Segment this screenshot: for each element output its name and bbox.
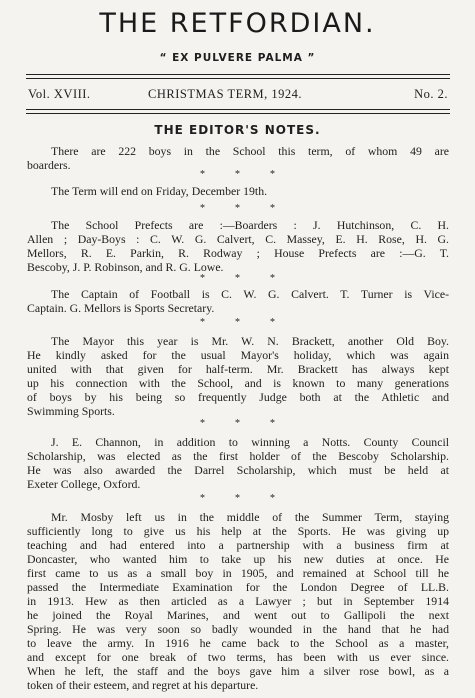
separator-star: * (270, 203, 275, 214)
text-line: of boys by his being so frequently Judge both at the Athletic and (27, 390, 449, 404)
article-heading: THE EDITOR'S NOTES. (154, 123, 321, 137)
section-separator (0, 203, 475, 214)
text-line: passed the Intermediate Examination for the London Degree of LL.B. (27, 580, 449, 594)
text-line: J. E. Channon, in addition to winning a Notts. County Council (51, 435, 449, 449)
section-separator (0, 493, 475, 504)
text-line: and except for one break of two terms, has been with us ever since. (27, 650, 449, 664)
section-separator (0, 169, 475, 180)
issue-number: No. 2. (414, 87, 448, 101)
text-line: in 1913. Hew as then articled as a Lawyer ; but in September 1914 (27, 594, 449, 608)
text-line: He was also awarded the Darrel Scholarship, which must be held at (27, 463, 449, 477)
top-rule (26, 74, 450, 75)
text-line: up his connection with the School, and is known to many generations (27, 376, 449, 390)
masthead-title: THE RETFORDIAN. (99, 8, 376, 39)
text-line: Swimming Sports. (27, 404, 115, 418)
text-line: When he left, the staff and the boys gave him a silver rose bowl, as a (27, 664, 449, 678)
text-line: sufficiently long to give us his help at the Sports. He was giving up (27, 524, 449, 538)
middle-rule-inner (26, 113, 450, 114)
separator-star: * (235, 169, 240, 180)
separator-star: * (235, 493, 240, 504)
text-line: Spring. He was very soon so badly wounded in the hand that he had (27, 622, 449, 636)
separator-star: * (235, 418, 240, 429)
top-rule-inner (26, 78, 450, 79)
masthead-motto: “ EX PULVERE PALMA ” (159, 52, 316, 64)
text-line: Bescoby, J. P. Robinson, and R. G. Lowe. (27, 260, 224, 274)
text-line: to leave the army. In 1916 he came back to the School as a master, (27, 636, 449, 650)
separator-star: * (270, 418, 275, 429)
text-line: The School Prefects are :—Boarders : J. Hutchinson, C. H. (51, 218, 449, 232)
issue-term: CHRISTMAS TERM, 1924. (148, 87, 303, 101)
text-line: Scholarship, was elected as the first holder of the Bescoby Scholarship. (27, 449, 449, 463)
text-line: Allen ; Day-Boys : C. W. G. Calvert, C. Massey, E. H. Rose, H. G. (27, 232, 449, 246)
section-separator (0, 317, 475, 328)
text-line: boarders. (27, 158, 71, 172)
separator-star: * (200, 169, 205, 180)
separator-star: * (270, 169, 275, 180)
separator-star: * (200, 317, 205, 328)
text-line: The Captain of Football is C. W. G. Calvert. T. Turner is Vice- (51, 287, 449, 301)
text-line: Mr. Mosby left us in the middle of the Summer Term, staying (51, 510, 449, 524)
text-line: The Mayor this year is Mr. W. N. Brackett, another Old Boy. (51, 334, 449, 348)
separator-star: * (270, 493, 275, 504)
separator-star: * (200, 273, 205, 284)
text-line: teaching and had entered into a partnership with a business firm at (27, 538, 449, 552)
separator-star: * (235, 273, 240, 284)
text-line: token of their esteem, and regret at his departure. (27, 678, 259, 692)
text-line: Mellors, R. E. Parkin, R. Rodway ; House Prefects are :—G. T. (27, 246, 449, 260)
issue-volume: Vol. XVIII. (28, 87, 91, 101)
text-line: There are 222 boys in the School this term, of whom 49 are (51, 144, 449, 158)
text-line: first came to us as a small boy in 1905, and remained at School till he (27, 566, 449, 580)
text-line: he joined the Royal Marines, and went out to Gallipoli the next (27, 608, 449, 622)
separator-star: * (235, 317, 240, 328)
text-line: Doncaster, who wanted him to take up his new duties at once. He (27, 552, 449, 566)
separator-star: * (270, 317, 275, 328)
text-line: He kindly asked for the usual Mayor's holiday, which was again (27, 348, 449, 362)
section-separator (0, 418, 475, 429)
section-separator (0, 273, 475, 284)
text-line: Exeter College, Oxford. (27, 477, 141, 491)
separator-star: * (200, 418, 205, 429)
middle-rule (26, 109, 450, 110)
separator-star: * (235, 203, 240, 214)
separator-star: * (270, 273, 275, 284)
separator-star: * (200, 493, 205, 504)
text-line: The Term will end on Friday, December 19th. (51, 184, 268, 198)
text-line: united with that given for half-term. Mr. Brackett has always kept (27, 362, 449, 376)
separator-star: * (200, 203, 205, 214)
text-line: Captain. G. Mellors is Sports Secretary. (27, 301, 215, 315)
